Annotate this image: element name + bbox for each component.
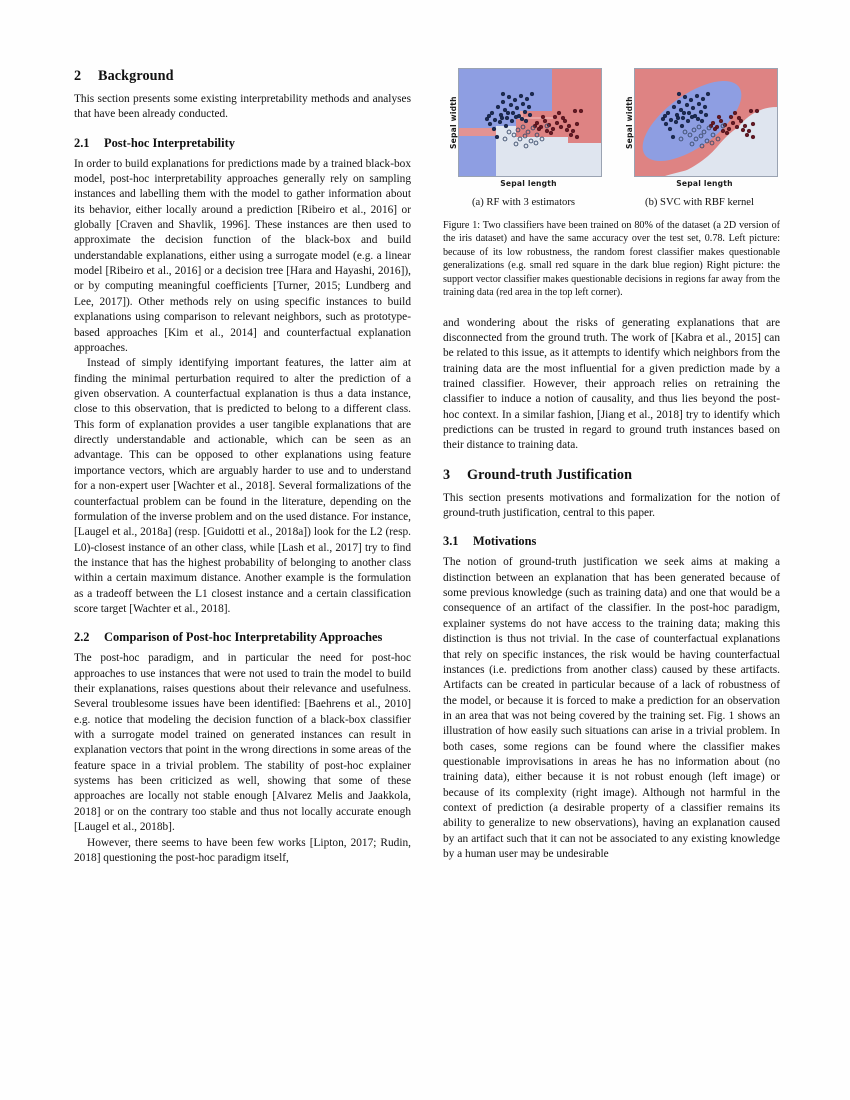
section3-intro-paragraph: This section presents motivations and formalization for the notion of ground-truth justification, central to this paper. bbox=[443, 491, 780, 520]
subsection-heading-comparison-post-hoc bbox=[74, 630, 411, 646]
subplot-rf bbox=[445, 68, 603, 208]
right-column-continuation-paragraph: and wondering about the risks of generating explanations that are disconnected from the ground truth. The work of [Kabra et al., 2015] can be related to this issue, as it attempts to identify which neighbors from the training data are the most influential for a given prediction made by a trained classifier. However, their approach relies on retraining the classifier to induce a notion of causality, and thus lies beyond the post-hoc context. In a similar fashion, [Jiang et al., 2018] try to identify which predictions can be trusted in regard to ground truth instances based on their distance to training data. bbox=[443, 316, 780, 452]
subsection21-paragraph-1: In order to build explanations for predictions made by a trained black-box model, post-hoc interpretability approaches generally rely on sampling instances and labelling them with the model to gather information about its behavior, either locally around a prediction [Ribeiro et al., 2016] or globally [Craven and Shavlik, 1996]. These instances are then used to approximate the decision function of the black-box and build understandable explanations, either using a surrogate model (e.g. a linear model [Ribeiro et al., 2016] or a decision tree [Hara and Hayashi, 2016]), or by computing meaningful coefficients [Turner, 2015; Lundberg and Lee, 2017]). Other methods rely on using specific instances to build explanations using comparison to relevant neighbors, such as prototype-based approaches [Kim et al., 2014] and counterfactual explanation approaches. bbox=[74, 157, 411, 354]
section-heading-background bbox=[74, 68, 411, 85]
subplot-svc-y-axis-label: Sepal width bbox=[624, 96, 634, 149]
figure-1-plots bbox=[443, 68, 780, 208]
subplot-rf-canvas bbox=[458, 68, 602, 177]
section-title: Background bbox=[98, 68, 174, 84]
subplot-svc-row bbox=[622, 68, 778, 177]
subsection31-paragraph-1: The notion of ground-truth justification we seek aims at making a distinction between an explanation that has been generated because of some previous knowledge (such as training data) and one that would be a consequence of an artifact of the classifier. In the post-hoc paradigm, explainer systems do not have access to the training data; making this distinction is thus not trivial. In the case of counterfactual explanations that rely on specific instances, the risk would be having counterfactual instances (i.e. predictions from another class) caused by these artifacts. Artifacts can be created in particular because of a lack of robustness of the model, or because it is forced to make a prediction for an observation in an area that was not being covered by the training set. Fig. 1 shows an illustration of how easily such situations can arise in a trivial problem. In both cases, some regions can be found where the classifier makes questionable improvisations in areas he has no information about (no training data), either because it is not robust enough (left image) or because of its complexity (right image). Although not harmful in the context of prediction (a desirable property of a classifier remains its ability to generalize to new observations), having an explanation caused by an artifact such that it can not be associated to any existing knowledge by a human user may be undesirable bbox=[443, 556, 780, 861]
subsection-number: 2.1 bbox=[74, 135, 90, 150]
subsection-number: 2.2 bbox=[74, 630, 90, 645]
svc-decision-regions bbox=[635, 69, 777, 176]
figure-1-caption: Figure 1: Two classifiers have been trained on 80% of the dataset (a 2D version of the iris dataset) and have the same accuracy over the test set, 0.78. Left picture: because of its low robustness, the random forest classifier makes questionable generalizations (e.g. small red square in the dark blue region) Right picture: the support vector classifier makes questionable decisions in regions far away from the training data (red area in the top left corner). bbox=[443, 220, 780, 299]
subsection22-paragraph-2: However, there seems to have been few works [Lipton, 2017; Rudin, 2018] questioning the post-hoc paradigm itself, bbox=[74, 836, 411, 864]
subplot-svc bbox=[621, 68, 779, 208]
subplot-svc-canvas bbox=[634, 68, 778, 177]
figure-body-gap bbox=[443, 306, 780, 316]
figure-1 bbox=[443, 68, 780, 300]
subplot-rf-caption: (a) RF with 3 estimators bbox=[472, 197, 575, 208]
subsection-title: Motivations bbox=[473, 534, 537, 549]
subplot-rf-row bbox=[446, 68, 602, 177]
left-column bbox=[74, 68, 411, 866]
subplot-rf-x-axis-label: Sepal length bbox=[500, 179, 557, 188]
subsection22-paragraph-1: The post-hoc paradigm, and in particular the need for post-hoc approaches to use instances that were not used to train the model to build their explanations, raises questions about their relevance and usefulness. Several troublesome issues have been identified: [Baehrens et al., 2010] e.g. notice that modeling the decision function of a black-box classifier with a surrogate model trained on generated instances can result in explanation vectors that point in the wrong directions in some areas of the feature space in a trivial problem. The stability of post-hoc explainer systems has been criticized as well, showing that some of these approaches are locally not stable enough [Alvarez Melis and Jaakkola, 2018] or on the contrary too stable and thus not locally accurate enough [Laugel et al., 2018b]. bbox=[74, 652, 411, 834]
two-column-layout bbox=[74, 68, 780, 866]
right-column bbox=[443, 68, 780, 866]
subplot-rf-y-axis-label: Sepal width bbox=[448, 96, 458, 149]
rf-decision-regions bbox=[459, 69, 601, 176]
section-number: 3 bbox=[443, 466, 451, 483]
section2-intro-paragraph: This section presents some existing interpretability methods and analyses that have been already conducted. bbox=[74, 93, 411, 121]
subsection-heading-post-hoc-interpretability bbox=[74, 136, 411, 152]
subsection-heading-motivations bbox=[443, 534, 780, 550]
subsection-title: Post-hoc Interpretability bbox=[104, 135, 235, 150]
subplot-svc-caption: (b) SVC with RBF kernel bbox=[645, 197, 754, 208]
subsection-title: Comparison of Post-hoc Interpretability Approaches bbox=[104, 630, 383, 645]
section-title: Ground-truth Justification bbox=[467, 466, 633, 483]
section-number: 2 bbox=[74, 68, 82, 84]
section-heading-ground-truth-justification bbox=[443, 467, 780, 484]
subsection21-paragraph-2: Instead of simply identifying important features, the latter aim at finding the minimal perturbation required to alter the prediction of a given observation. A counterfactual explanation is thus a data instance, close to this observation, that is predicted to belong to a different class. This form of explanation provides a user tangible explanations that are directly understandable and actionable, which can be seen as an advantage. This can be opposed to other explanations using feature importance vectors, which are arguably harder to use and to understand for a non-expert user [Wachter et al., 2018]. Several formalizations of the counterfactual problem can be found in the literature, depending on the formulation of the inverse problem and on the used distance. For instance, [Laugel et al., 2018a] (resp. [Guidotti et al., 2018a]) look for the L2 (resp. L0)-closest instance of an other class, while [Lash et al., 2017] try to find the instance that has the highest probability of belonging to another class within a certain maximum distance. Another example is the formulation as a tradeoff between the L1 closest instance and a certain classification score target [Wachter et al., 2018]. bbox=[74, 357, 411, 616]
subplot-svc-x-axis-label: Sepal length bbox=[676, 179, 733, 188]
subsection-number: 3.1 bbox=[443, 534, 459, 549]
